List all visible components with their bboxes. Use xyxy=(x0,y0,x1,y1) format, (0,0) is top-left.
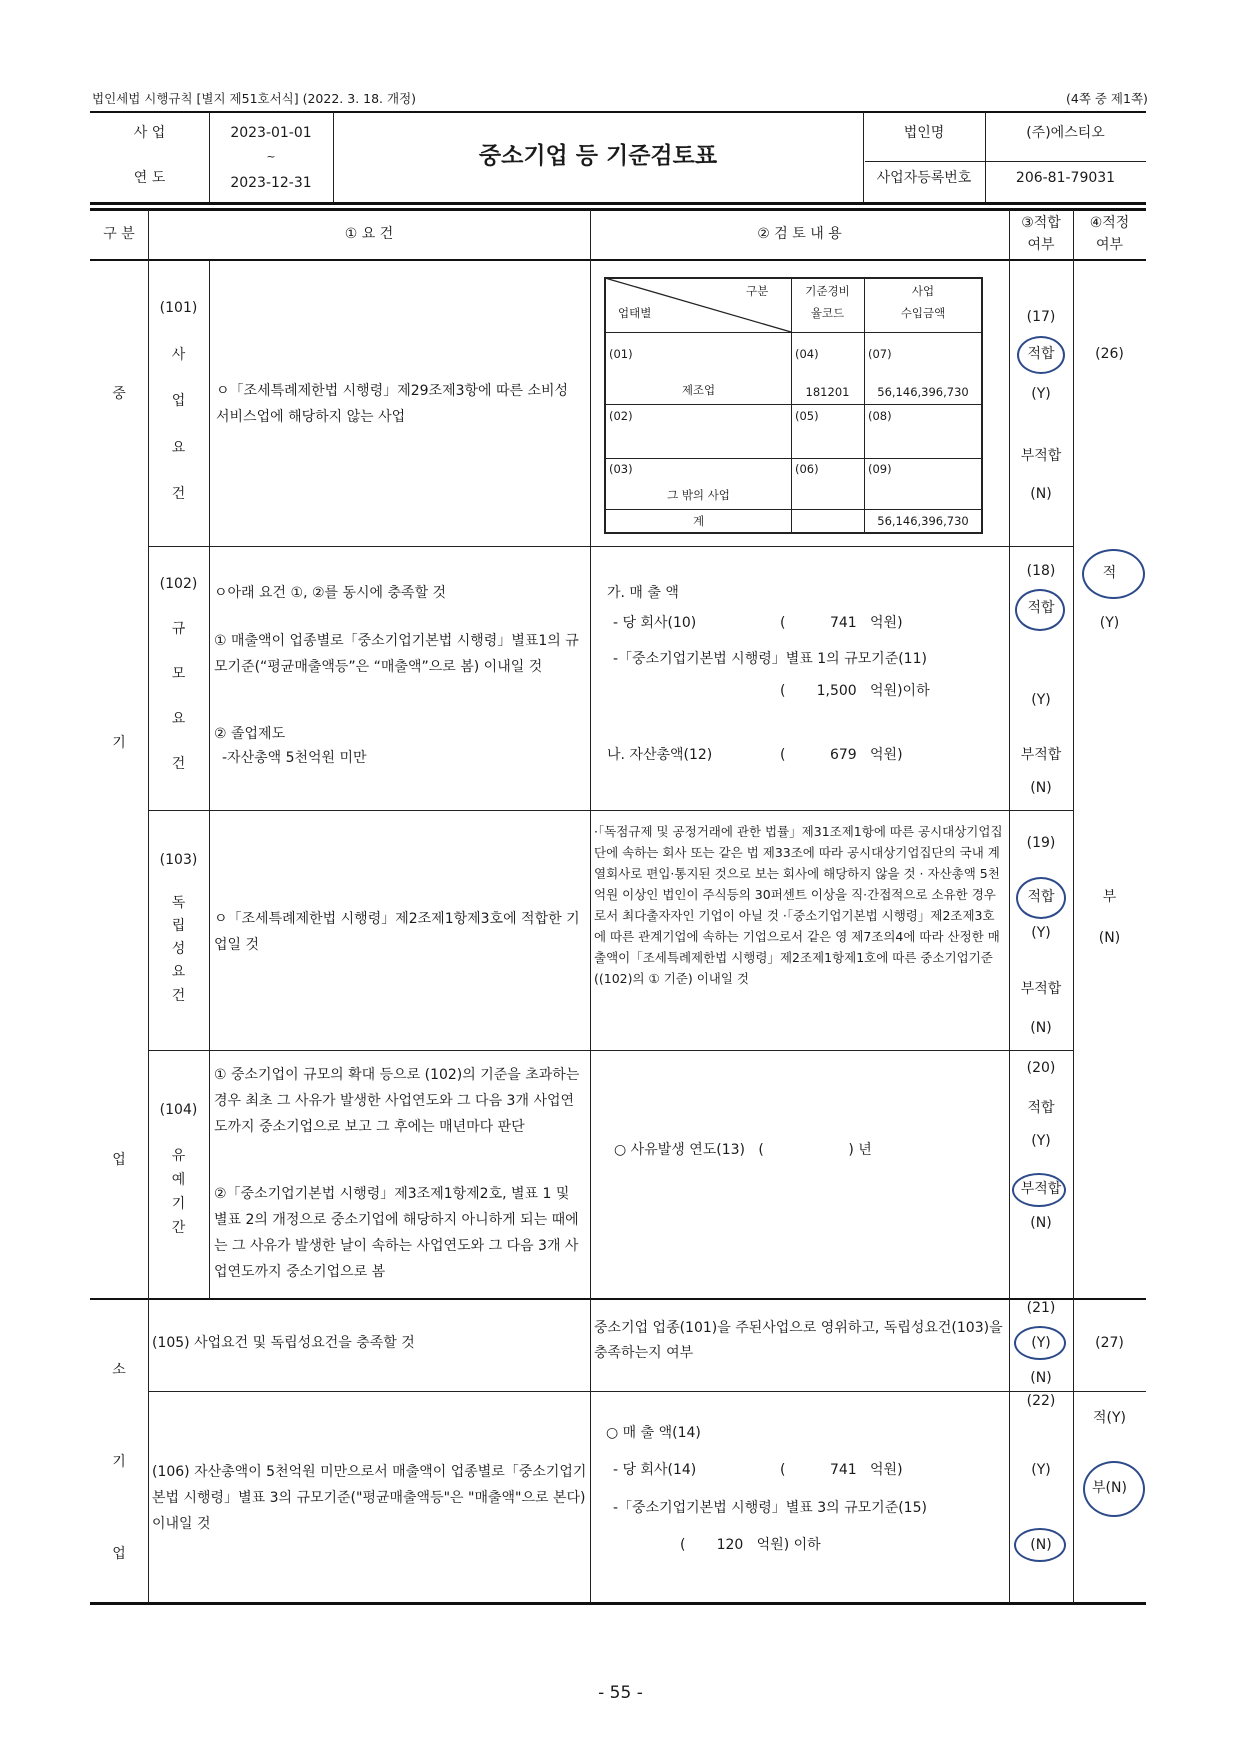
row102-req-2: ① 매출액이 업종별로「중소기업기본법 시행령」별표1의 규모기준(“평균매출액등”은 “매출액”으로 봄) 이내일 것 xyxy=(214,633,579,675)
row104-fit-no: (20) xyxy=(1026,1060,1056,1076)
row106-fit-y: (Y) xyxy=(1031,1462,1051,1478)
it-total-rev: 56,146,396,730 xyxy=(877,514,969,528)
it-hdr-type: 업태별 xyxy=(618,306,652,320)
row102-proper-circle xyxy=(1082,549,1145,599)
rule-v-fit xyxy=(1073,210,1074,1603)
col-category: 구 분 xyxy=(103,226,135,242)
it-hdr-rev-2: 수입금액 xyxy=(900,306,946,320)
row101-fit-circle xyxy=(1017,336,1065,374)
corp-name: (주)에스티오 xyxy=(1026,125,1105,141)
col-fit-2: 여부 xyxy=(1027,237,1055,253)
row102-name-1: 규 xyxy=(171,621,186,637)
col-requirement: ① 요 건 xyxy=(344,226,394,242)
date-end: 2023-12-31 xyxy=(230,175,312,191)
row102-req-1: ㅇ아래 요건 ①, ②를 동시에 충족할 것 xyxy=(214,585,447,601)
rule-row101 xyxy=(148,546,1073,547)
rule-v-req xyxy=(590,210,591,1603)
row106-requirement: (106) 자산총액이 5천억원 미만으로서 매출액이 업종별로「중소기업기본법 시행령」별표 3의 규모기준("평균매출액등"은 "매출액"으로 본다) 이내일 것 xyxy=(152,1464,587,1532)
it-h1 xyxy=(605,332,982,333)
row102-fit-n: (N) xyxy=(1030,780,1052,796)
it-r1-rev-no: (07) xyxy=(868,347,892,361)
section-small-1: 소 xyxy=(112,1362,126,1378)
row104-fit-n: (N) xyxy=(1030,1215,1052,1231)
row102-fit-no: (18) xyxy=(1026,563,1056,579)
row102-req-4: -자산총액 5천억원 미만 xyxy=(222,750,367,766)
row106-rev-a1-val: ( 741 억원) xyxy=(780,1462,903,1478)
rule-table-bottom xyxy=(90,1602,1146,1605)
row102-rev-a2-val: ( 1,500 억원)이하 xyxy=(780,683,930,699)
row106-fit-n: (N) xyxy=(1030,1537,1052,1553)
biz-no: 206-81-79031 xyxy=(1015,170,1116,186)
row104-req-2: ②「중소기업기본법 시행령」제3조제1항제2호, 별표 1 및 별표 2의 개정으로 중소기업에 해당하지 아니하게 되는 때에는 그 사유가 발생한 날이 속하는 사업연도와 그 다음 3개 사업연도까지 중소기업으로 봄 xyxy=(214,1186,579,1280)
it-hdr-code-1: 기준경비 xyxy=(805,284,850,298)
date-tilde: ~ xyxy=(266,150,276,163)
row105-fit-circle xyxy=(1014,1326,1066,1360)
row102-rev-b-label: 나. 자산총액(12) xyxy=(607,747,713,763)
rule-table-top xyxy=(90,208,1146,211)
it-r1-rev: 56,146,396,730 xyxy=(877,385,969,399)
page-number: - 55 - xyxy=(598,1683,643,1703)
it-r3-name: 그 밖의 사업 xyxy=(667,488,730,502)
section-sme-3: 업 xyxy=(112,1152,126,1168)
row106-fit-circle xyxy=(1014,1528,1066,1562)
row101-name-3: 요 xyxy=(171,440,186,456)
col-review: ② 검 토 내 용 xyxy=(757,226,842,242)
row102-num: (102) xyxy=(159,576,198,592)
it-r1-code-no: (04) xyxy=(795,347,819,361)
row102-rev-a: 가. 매 출 액 xyxy=(607,585,679,601)
row103-proper-n: (N) xyxy=(1098,930,1121,946)
row103-review: ·「독점규제 및 공정거래에 관한 법률」제31조제1항에 따른 공시대상기업집단에 속하는 회사 또는 같은 법 제33조에 따라 공시대상기업집단의 국내 계열회사로 편입·통지된 것으로 보는 회사에 해당하지 않을 것 · 자산총액 5천억원 이상인 법인이 주식등의 30퍼센트 이상을 직·간접적으로 소유한 경우로서 최다출자자인 기업이 아닐 것 ·「중소기업기본법 시행령」제2조제3호에 따른 관계기업에 속하는 기업으로서 같은 영 제7조의4에 따라 산정한 매출액이「조세특례제한법 시행령」제2조제1항제1호에 따른 중소기업기준((102)의 ① 기준) 이내일 것 xyxy=(594,824,1003,986)
rule-top xyxy=(90,111,1146,113)
row105-proper-no: (27) xyxy=(1095,1335,1124,1351)
row103-fit-no: (19) xyxy=(1026,835,1056,851)
rule-header-bottom xyxy=(90,259,1146,261)
it-h2 xyxy=(605,404,982,405)
row101-fit-y: (Y) xyxy=(1031,386,1051,402)
date-start: 2023-01-01 xyxy=(230,125,312,141)
row104-num: (104) xyxy=(159,1102,198,1118)
row101-name-1: 사 xyxy=(171,347,186,363)
row104-name-4: 간 xyxy=(171,1220,186,1236)
it-r3-no: (03) xyxy=(609,462,633,476)
row104-name-3: 기 xyxy=(171,1196,186,1212)
it-hdr-rev-1: 사업 xyxy=(911,284,935,298)
biz-no-label: 사업자등록번호 xyxy=(876,170,972,186)
row103-name-1: 독 xyxy=(171,895,186,911)
row102-fit-circle xyxy=(1015,589,1065,631)
it-r1-name: 제조업 xyxy=(681,383,716,397)
row105-fit-n: (N) xyxy=(1030,1370,1052,1386)
it-r2-no: (02) xyxy=(609,409,633,423)
row106-proper-n: 부(N) xyxy=(1092,1480,1127,1496)
row103-fit-y: (Y) xyxy=(1031,925,1051,941)
row101-requirement: ㅇ「조세특례제한법 시행령」제29조제3항에 따른 소비성 서비스업에 해당하지 않는 사업 xyxy=(216,383,569,425)
section-sme-2: 기 xyxy=(112,735,126,751)
section-sme-1: 중 xyxy=(112,386,126,402)
row106-rev-a2-label: -「중소기업기본법 시행령」별표 3의 규모기준(15) xyxy=(613,1500,927,1516)
regulation-caption: 법인세법 시행규칙 [별지 제51호서식] (2022. 3. 18. 개정) xyxy=(92,91,417,106)
section-small-3: 업 xyxy=(112,1546,126,1562)
row102-rev-a1-val: ( 741 억원) xyxy=(780,615,903,631)
it-h4 xyxy=(605,509,982,510)
row102-fit-y: (Y) xyxy=(1031,692,1051,708)
row104-review: ○ 사유발생 연도(13) ( ) 년 xyxy=(614,1142,872,1158)
col-proper-1: ④적정 xyxy=(1089,215,1130,231)
row101-fit-no: (17) xyxy=(1026,309,1056,325)
year-label-1: 사 업 xyxy=(133,125,166,141)
row104-name-1: 유 xyxy=(171,1148,186,1164)
row102-name-3: 요 xyxy=(171,711,186,727)
row103-name-4: 요 xyxy=(171,964,186,980)
it-r3-rev-no: (09) xyxy=(868,462,892,476)
it-total-label: 계 xyxy=(692,514,705,528)
it-r3-code-no: (06) xyxy=(795,462,819,476)
row104-unfit: 부적합 xyxy=(1020,1181,1062,1197)
section-small-2: 기 xyxy=(112,1454,126,1470)
row102-name-4: 건 xyxy=(171,756,186,772)
page-of-caption: (4쪽 중 제1쪽) xyxy=(1066,91,1148,106)
row105-requirement: (105) 사업요건 및 독립성요건을 충족할 것 xyxy=(152,1335,415,1351)
rule-v-name xyxy=(209,260,210,1299)
row105-fit-y: (Y) xyxy=(1031,1335,1051,1351)
col-fit-1: ③적합 xyxy=(1021,215,1061,231)
rule-row104 xyxy=(90,1298,1146,1300)
row102-rev-a2-label: -「중소기업기본법 시행령」별표 1의 규모기준(11) xyxy=(613,651,927,667)
row103-fit-circle xyxy=(1016,877,1066,919)
row105-fit-no: (21) xyxy=(1026,1300,1056,1316)
it-r2-code-no: (05) xyxy=(795,409,819,423)
row101-fit: 적합 xyxy=(1027,346,1055,362)
row101-fit-n: (N) xyxy=(1030,486,1052,502)
row103-name-2: 립 xyxy=(171,918,186,934)
row103-num: (103) xyxy=(159,852,198,868)
row102-proper: 적 xyxy=(1102,565,1117,581)
row101-name-2: 업 xyxy=(171,393,186,409)
row103-name-3: 성 xyxy=(171,941,186,957)
row105-review: 중소기업 업종(101)을 주된사업으로 영위하고, 독립성요건(103)을 충족하는지 여부 xyxy=(594,1320,1003,1361)
row102-rev-a1-label: - 당 회사(10) xyxy=(613,615,697,631)
it-r1-code: 181201 xyxy=(805,385,850,399)
corp-name-label: 법인명 xyxy=(903,125,945,141)
row106-rev-a2-val: ( 120 억원) 이하 xyxy=(680,1537,821,1553)
row103-name-5: 건 xyxy=(171,988,186,1004)
row102-req-3: ② 졸업제도 xyxy=(214,726,286,742)
row101-unfit: 부적합 xyxy=(1020,448,1062,464)
row102-proper-y: (Y) xyxy=(1099,615,1120,631)
row103-unfit: 부적합 xyxy=(1020,981,1062,997)
row101-proper-no: (26) xyxy=(1095,346,1124,362)
row106-rev-a1-label: - 당 회사(14) xyxy=(613,1462,697,1478)
row106-proper-circle xyxy=(1083,1461,1145,1517)
it-h3 xyxy=(605,458,982,459)
rule-title-mid xyxy=(865,161,1146,162)
row102-unfit: 부적합 xyxy=(1020,747,1062,763)
rule-title-bottom xyxy=(90,202,1146,205)
row102-name-2: 모 xyxy=(171,666,186,682)
row104-unfit-circle xyxy=(1012,1173,1066,1207)
it-r2-rev-no: (08) xyxy=(868,409,892,423)
rule-row105 xyxy=(148,1391,1146,1392)
row102-fit: 적합 xyxy=(1027,600,1055,616)
col-proper-2: 여부 xyxy=(1095,237,1124,253)
year-label-2: 연 도 xyxy=(133,170,166,186)
row106-rev-a: ○ 매 출 액(14) xyxy=(606,1425,701,1441)
row103-fit: 적합 xyxy=(1027,889,1055,905)
row102-rev-b-val: ( 679 억원) xyxy=(780,747,903,763)
row104-fit-y: (Y) xyxy=(1031,1133,1051,1149)
row101-num: (101) xyxy=(159,300,198,316)
row104-name-2: 예 xyxy=(171,1172,186,1188)
rule-row102 xyxy=(148,810,1073,811)
row103-requirement: ㅇ「조세특례제한법 시행령」제2조제1항제3호에 적합한 기업일 것 xyxy=(214,911,580,953)
row103-fit-n: (N) xyxy=(1030,1020,1052,1036)
page-title: 중소기업 등 기준검토표 xyxy=(478,143,718,169)
row104-req-1: ① 중소기업이 규모의 확대 등으로 (102)의 기준을 초과하는 경우 최초 그 사유가 발생한 사업연도와 그 다음 3개 사업연도까지 중소기업으로 보고 그 후에는 매년마다 판단 xyxy=(214,1067,580,1135)
row101-name-4: 건 xyxy=(171,486,186,502)
it-r1-no: (01) xyxy=(609,347,633,361)
row106-fit-no: (22) xyxy=(1026,1393,1056,1409)
row104-fit: 적합 xyxy=(1027,1100,1055,1116)
row106-proper-y: 적(Y) xyxy=(1093,1410,1126,1426)
it-hdr-div: 구분 xyxy=(746,284,769,298)
it-hdr-code-2: 율코드 xyxy=(810,306,845,320)
rule-row103 xyxy=(148,1050,1073,1051)
row103-proper: 부 xyxy=(1102,889,1117,905)
